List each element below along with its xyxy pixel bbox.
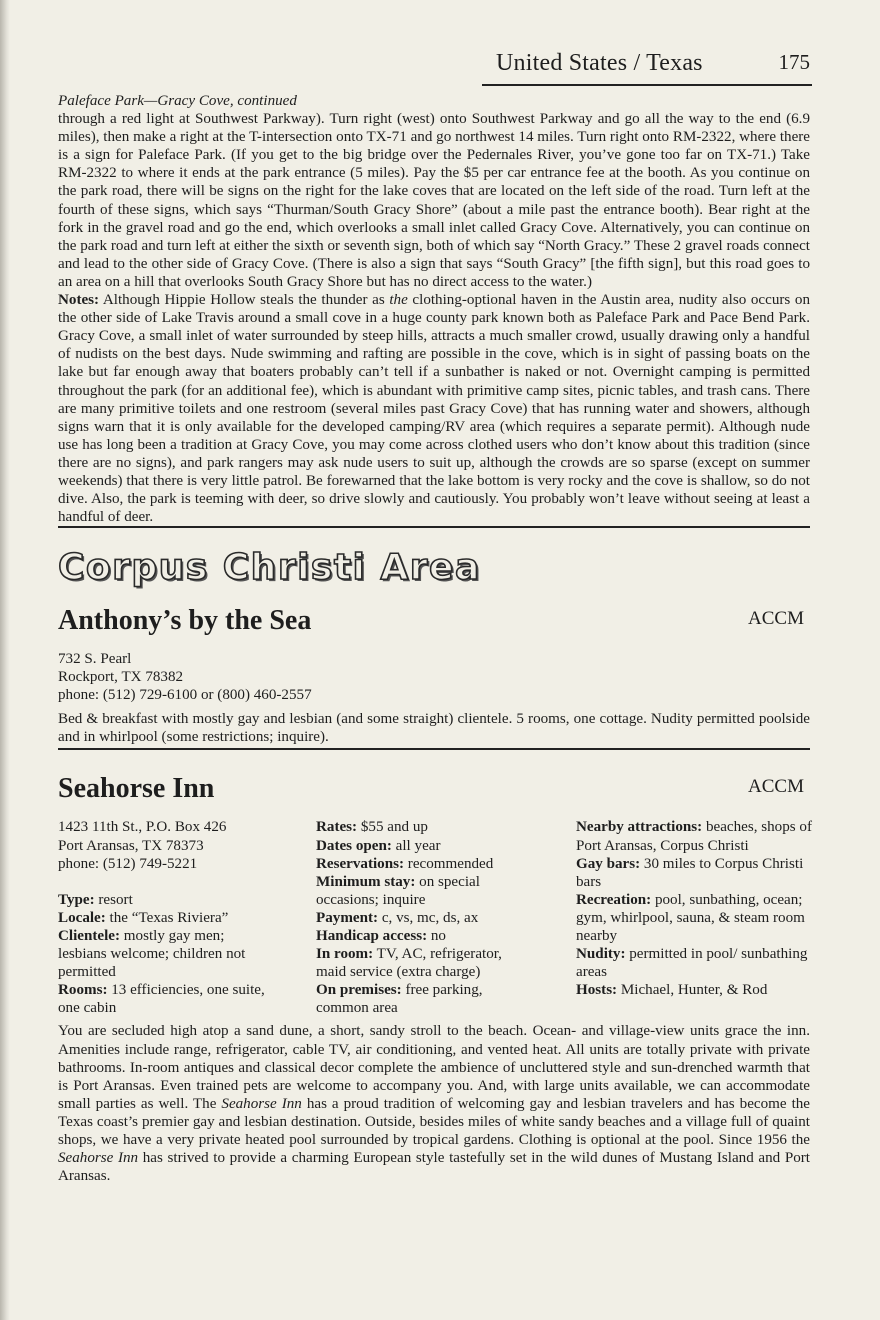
detail-value: beaches, shops of Port Aransas, Corpus Christi: [576, 819, 812, 854]
notes-label: Notes:: [58, 292, 100, 309]
paleface-continued-section: [58, 92, 810, 526]
address-line-2: Port Aransas, TX 78373: [58, 837, 204, 854]
phone-line: phone: (512) 749-5221: [58, 855, 198, 872]
detail-minimum-stay: [316, 873, 526, 909]
address-line-2: Rockport, TX 78382: [58, 669, 184, 686]
detail-nudity: [576, 945, 814, 981]
detail-rooms: [58, 981, 268, 1017]
detail-value: resort: [94, 891, 133, 908]
detail-label: Recreation:: [576, 891, 652, 908]
detail-label: In room:: [316, 946, 374, 963]
detail-in-room: [316, 945, 526, 981]
continued-heading: Paleface Park—Gracy Cove, continued: [58, 93, 297, 109]
detail-label: Handicap access:: [316, 928, 428, 944]
detail-label: Gay bars:: [576, 855, 641, 872]
detail-value: Michael, Hunter, & Rod: [617, 982, 768, 999]
notes-text-1: Although Hippie Hollow steals the thunder as: [99, 292, 390, 309]
header-region-title: United States / Texas: [496, 50, 703, 76]
notes-emphasis: the: [389, 292, 408, 309]
detail-label: On premises:: [316, 982, 402, 999]
detail-value: the “Texas Riviera”: [105, 909, 229, 926]
detail-value: all year: [391, 837, 441, 854]
detail-label: Locale:: [58, 909, 106, 926]
detail-label: Clientele:: [58, 927, 121, 944]
listing-description: Bed & breakfast with mostly gay and lesbian (and some straight) clientele. 5 rooms, one cottage. Nudity permitted poolside and in whirlpool (some restrictions; inquire).: [58, 711, 810, 746]
detail-label: Nudity:: [576, 946, 626, 963]
details-column-3: [576, 818, 814, 999]
listing-address: [58, 650, 810, 704]
detail-value: pool, sunbathing, ocean; gym, whirlpool, sauna, & steam room nearby: [576, 891, 805, 944]
detail-value: c, vs, mc, ds, ax: [378, 909, 479, 926]
listing-divider: [58, 748, 810, 750]
listing-header-seahorse: [58, 772, 810, 812]
listing-code: ACCM: [748, 608, 804, 630]
page-spine-shadow: [0, 0, 10, 1320]
detail-value: recommended: [404, 855, 494, 872]
desc-emphasis-2: Seahorse Inn: [58, 1150, 139, 1167]
detail-type: [58, 891, 268, 909]
paleface-notes: [58, 291, 810, 526]
detail-dates-open: [316, 837, 526, 855]
details-column-1: [58, 818, 268, 1017]
detail-value: TV, AC, refrigerator, maid service (extra charge): [316, 946, 502, 981]
area-heading: Corpus Christi Area: [58, 547, 481, 589]
detail-label: Minimum stay:: [316, 873, 416, 890]
detail-value: mostly gay men; lesbians welcome; children not permitted: [58, 927, 246, 981]
address-line-1: 732 S. Pearl: [58, 651, 132, 668]
desc-emphasis-1: Seahorse Inn: [221, 1095, 302, 1112]
detail-label: Hosts:: [576, 982, 618, 999]
running-header: [482, 50, 812, 86]
detail-value: no: [427, 928, 446, 944]
phone-line: phone: (512) 729-6100 or (800) 460-2557: [58, 687, 312, 704]
detail-value: 30 miles to Corpus Christi bars: [576, 855, 804, 890]
detail-on-premises: [316, 981, 526, 1017]
detail-label: Nearby attractions:: [576, 819, 703, 836]
listing-code: ACCM: [748, 776, 804, 798]
detail-value: permitted in pool/ sunbathing areas: [576, 946, 808, 981]
detail-nearby-attractions: [576, 818, 814, 854]
detail-label: Type:: [58, 891, 95, 908]
desc-text-1: You are secluded high atop a sand dune, a short, sandy stroll to the beach. Ocean- and village-view units grace the inn. Amenities include range, refrigerator, cable TV, air conditioning, and vented heat. All units are totally private with private bathrooms. In-room antiques and classical decor complete the ambience of uncluttered style and sun-drenched warmth that is Port Aransas. Even trained pets are welcome to accompany you. And, with large units available, we can accommodate small parties as well. The: [58, 1023, 810, 1112]
desc-text-2: has a proud tradition of welcoming gay and lesbian travelers and has become the Texas coast’s premier gay and lesbian destination. Outside, besides miles of white sandy beaches and a village full of quaint shops, we have a very private heated pool surrounded by tropical gardens. Clothing is optional at the pool. Since 1956 the: [58, 1095, 811, 1148]
listing-description: [58, 1022, 810, 1185]
detail-recreation: [576, 891, 814, 945]
detail-label: Payment:: [316, 909, 379, 926]
detail-value: on special occasions; inquire: [316, 873, 480, 908]
paleface-directions: through a red light at Southwest Parkway). Turn right (west) onto Southwest Parkway and go all the way to the end (6.9 miles), then make a right at the T-intersection onto TX-71 and go northwest 14 miles. Turn right onto RM-2322, where there is a sign for Paleface Park. (If you get to the big bridge over the Pedernales River, you’ve gone too far on TX-71.) Take RM-2322 to where it ends at the park entrance (5 miles). Pay the $5 per car entrance fee at the booth. As you continue on the park road, there will be signs on the right for the lake coves that are located on the left side of the road. Turn left at the fourth of these signs, which says “Thurman/South Gracy Shore” (about a mile past the entrance booth). Bear right at the fork in the gravel road and go the end, which overlooks a small inlet called Gracy Cove. Alternatively, you can continue on the park road and turn left at either the sixth or seventh sign, both of which say “North Gracy.” These 2 gravel roads connect and lead to the other side of Gracy Cove. (There is also a sign that says “South Gracy” [the fifth sign], but this road goes to an area on a hill that overlooks South Gracy Shore but has no direct access to the water.): [58, 111, 810, 290]
detail-gay-bars: [576, 855, 814, 891]
page-content: [58, 92, 810, 1185]
page-number: 175: [778, 50, 810, 74]
details-column-2: [316, 818, 526, 1017]
detail-label: Rooms:: [58, 982, 108, 999]
listing-name: Seahorse Inn: [58, 773, 215, 805]
detail-value: free parking, common area: [316, 982, 483, 1017]
detail-clientele: [58, 927, 268, 981]
detail-value: $55 and up: [357, 819, 428, 836]
detail-reservations: [316, 855, 526, 873]
detail-payment: [316, 909, 526, 927]
detail-handicap-access: [316, 927, 526, 945]
listing-details: [58, 818, 810, 1016]
detail-value: 13 efficiencies, one suite, one cabin: [58, 982, 265, 1017]
detail-label: Rates:: [316, 819, 358, 836]
section-divider: [58, 526, 810, 528]
detail-rates: [316, 818, 526, 836]
detail-label: Reservations:: [316, 855, 405, 872]
detail-hosts: [576, 981, 814, 999]
listing-header-anthonys: [58, 604, 810, 644]
address-line-1: 1423 11th St., P.O. Box 426: [58, 819, 227, 836]
spacer: [58, 873, 268, 891]
detail-locale: [58, 909, 268, 927]
listing-name: Anthony’s by the Sea: [58, 605, 312, 637]
notes-text-2: clothing-optional haven in the Austin area, nudity also occurs on the other side of Lake Travis around a small cove in a huge county park known both as Paleface Park and Pace Bend Park. Gracy Cove, a small inlet of water surrounded by steep hills, attracts a much smaller crowd, usually drawing only a handful of nudists on the best days. Nude swimming and rafting are possible in the cove, which is in sight of passing boats on the lake but far enough away that boaters probably can’t tell if a sunbather is naked or not. Overnight camping is permitted throughout the park (for an additional fee), which is abundant with primitive camp sites, picnic tables, and trash cans. There are many primitive toilets and one restroom (several miles past Gracy Cove) that has running water and showers, although signs warn that it is only available for the developed camping/RV area (which requires a separate permit). Although nude use has long been a tradition at Gracy Cove, you may come across clothed users who don’t know about this tradition (since there are no signs), and park rangers may ask nude users to suit up, although the crowds are so sparse (except on summer weekends) that there is very little patrol. Be forewarned that the lake bottom is very rocky and the cove is shallow, so do not dive. Also, the park is teeming with deer, so drive slowly and cautiously. You probably won’t leave without seeing at least a handful of deer.: [58, 292, 810, 526]
desc-text-3: has strived to provide a charming European style tastefully set in the wild dunes of Mustang Island and Port Aransas.: [58, 1150, 810, 1185]
detail-label: Dates open:: [316, 837, 392, 854]
